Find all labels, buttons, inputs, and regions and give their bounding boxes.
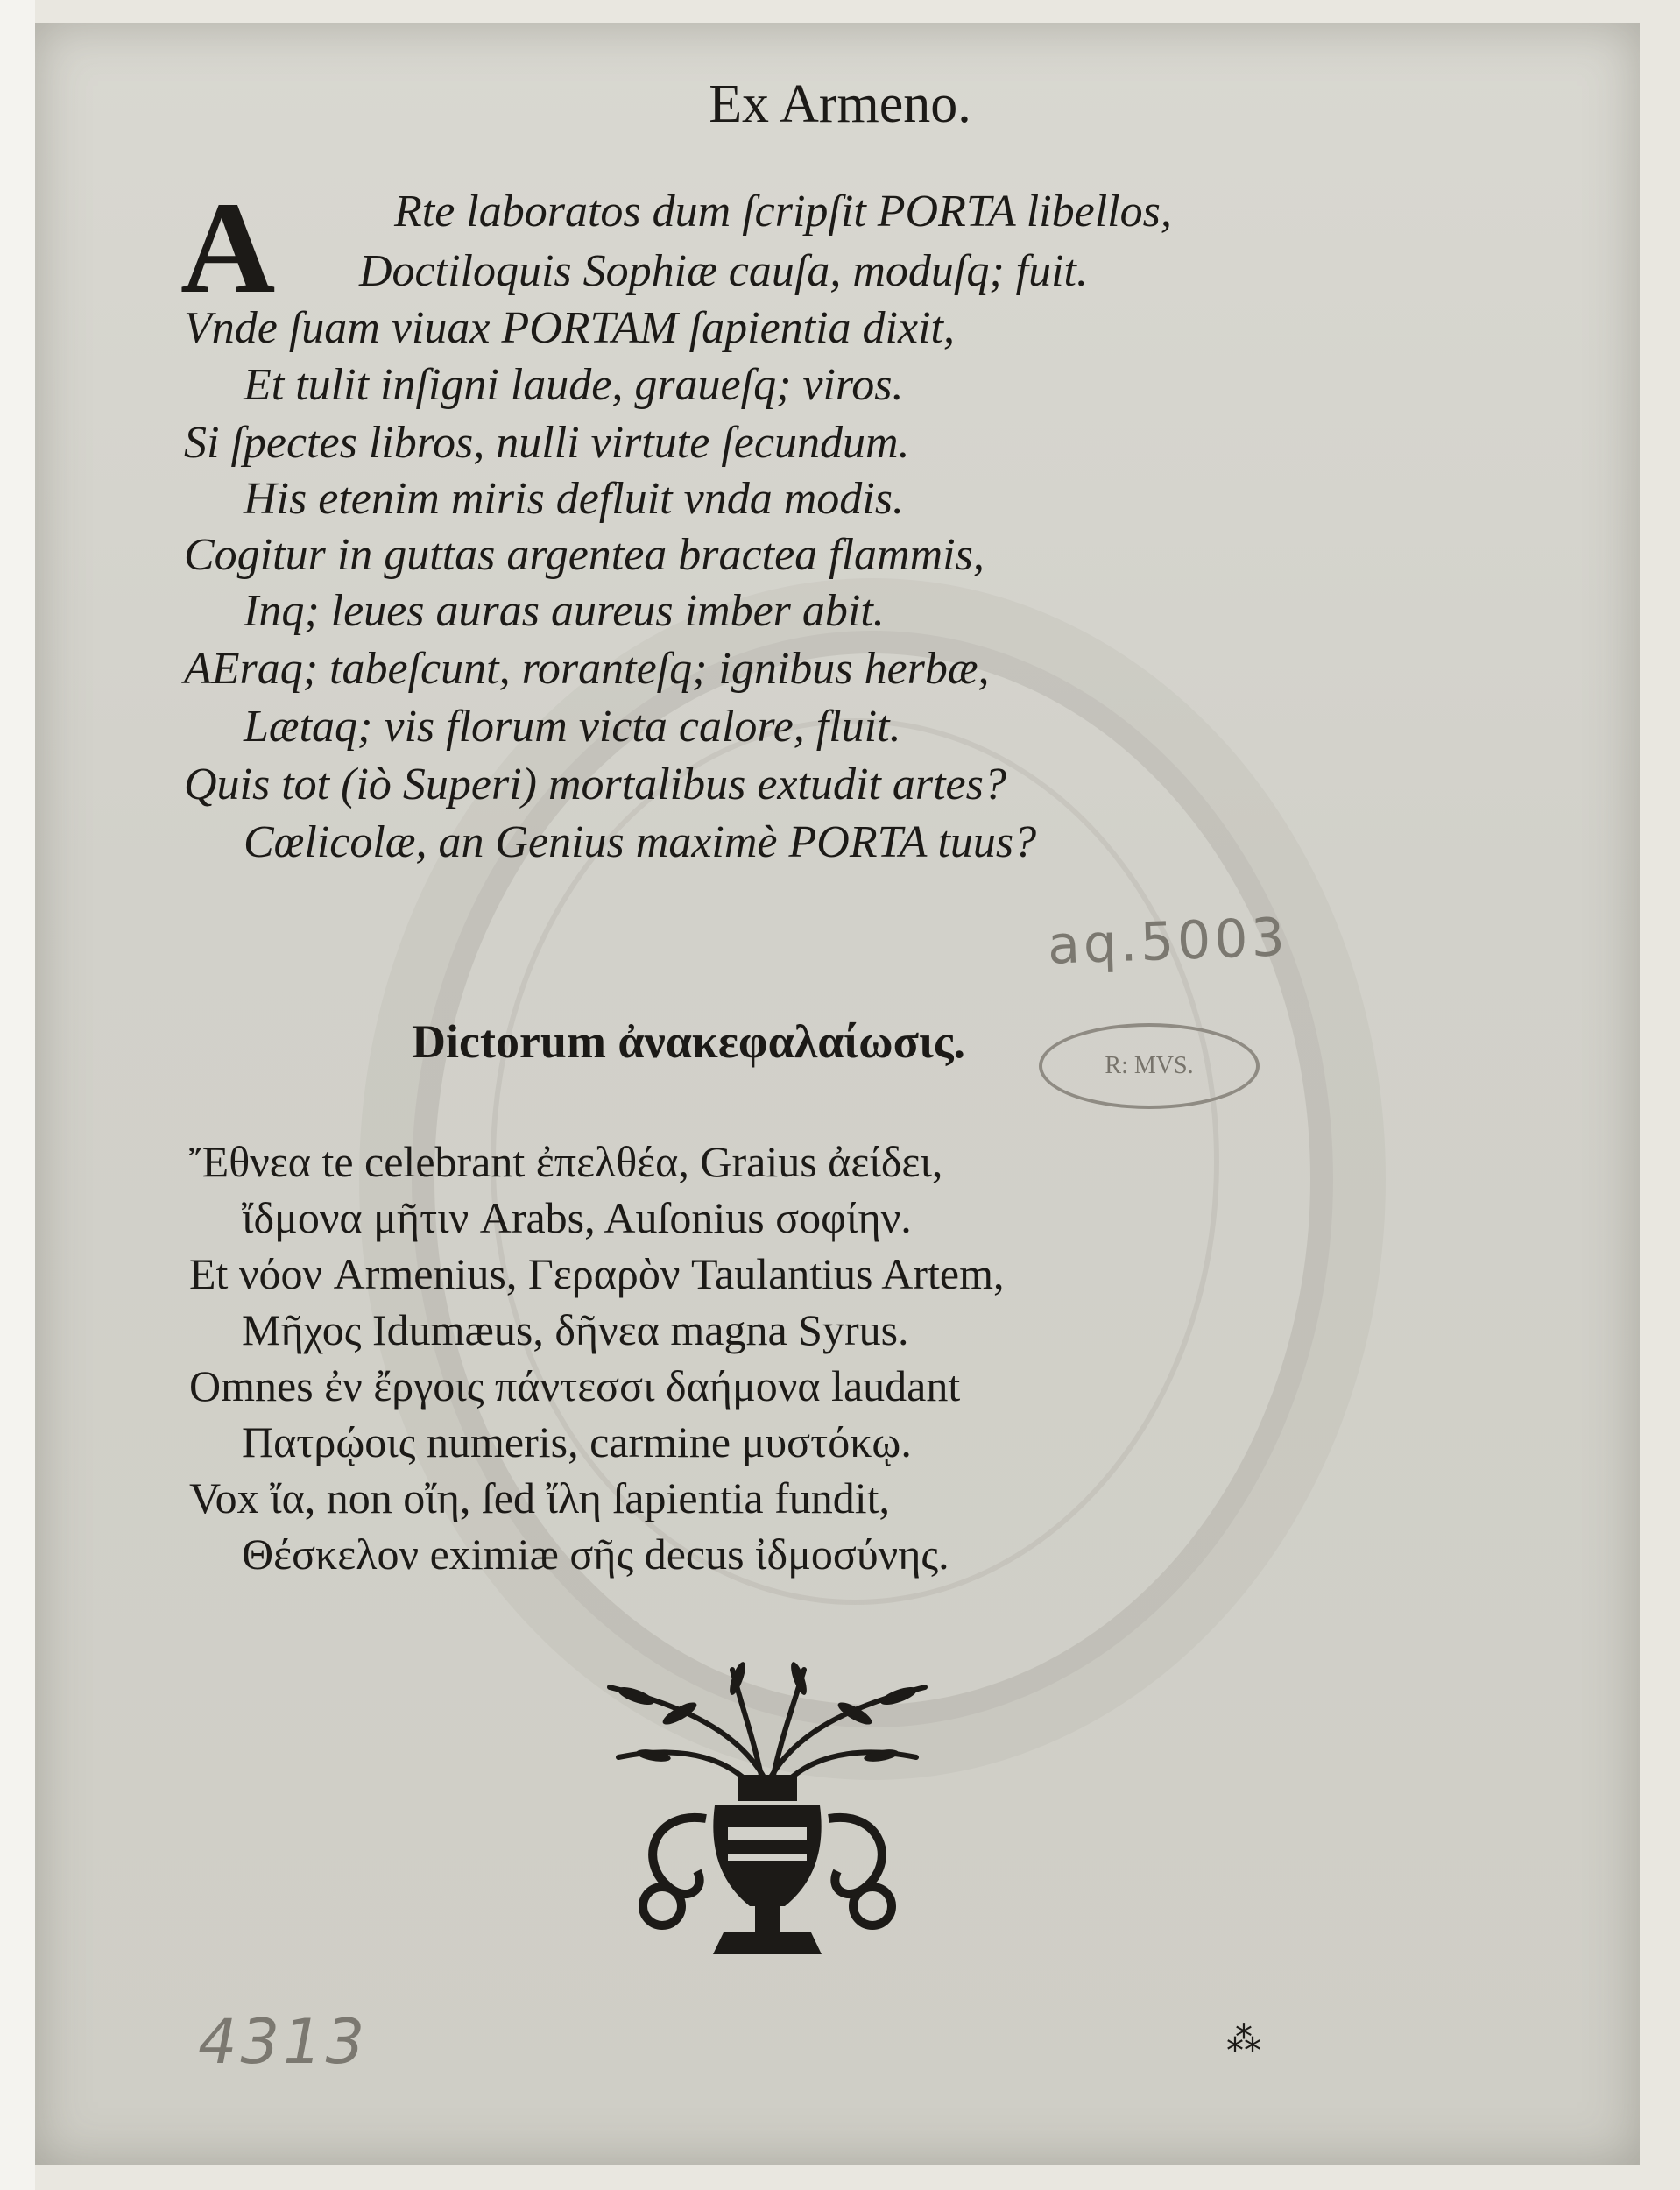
poem-line: Et tulit inſigni laude, graueſq; viros.	[244, 360, 904, 410]
epigram-line: Et νόον Armenius, Γεραρὸν Taulantius Artem,	[189, 1249, 1005, 1298]
epigram-line: ἴδμονα μῆτιν Arabs, Auſonius σοφίην.	[242, 1193, 912, 1242]
handwritten-shelfmark: aq.5003	[1046, 907, 1289, 977]
drop-cap: A	[180, 175, 276, 321]
epigram-line: Ἔθνεα te celebrant ἐπελθέα, Graius ἀείδει,	[189, 1137, 943, 1186]
handwritten-inventory-number: 4313	[198, 2006, 369, 2078]
epigram-line: Θέσκελον eximiæ σῆς decus ἰδμοσύνης.	[242, 1529, 949, 1579]
epigram-line: Μῆχος Idumæus, δῆνεα magna Syrus.	[242, 1305, 909, 1354]
epigram-line: Πατρῴοις numeris, carmine μυστόκῳ.	[242, 1417, 912, 1466]
vase-ornament-icon	[575, 1652, 960, 1967]
poem-line: Quis tot (iò Superi) mortalibus extudit artes?	[184, 759, 1006, 809]
poem-line: Si ſpectes libros, nulli virtute ſecundum.	[184, 418, 910, 468]
poem-line: Vnde ſuam viuax PORTAM ſapientia dixit,	[184, 303, 955, 353]
asterism-ornament: ⁂	[1226, 2020, 1265, 2060]
poem-line: AEraq; tabeſcunt, roranteſq; ignibus herbæ,	[184, 644, 990, 694]
poem-line: His etenim miris defluit vnda modis.	[244, 474, 904, 524]
poem-line: Doctiloquis Sophiæ cauſa, moduſq; fuit.	[359, 246, 1088, 296]
stamp-text: R: MVS.	[1105, 1052, 1194, 1079]
epigram-line: Omnes ἐν ἔργοις πάντεσσι δαήμονα laudant	[189, 1361, 961, 1410]
poem-line: Cogitur in guttas argentea bractea flammis,	[184, 530, 985, 580]
library-stamp	[1039, 1023, 1260, 1109]
poem-line: Cœlicolæ, an Genius maximè PORTA tuus?	[244, 817, 1037, 867]
section-subheading: Dictorum ἀνακεφαλαίωσις.	[412, 1015, 965, 1068]
poem-line: Rte laboratos dum ſcripſit PORTA libellos,	[394, 187, 1172, 237]
page-heading: Ex Armeno.	[709, 74, 971, 134]
page-edge	[0, 0, 35, 2190]
epigram-line: Vox ἴα, non οἴη, ſed ἴλη ſapientia fundit,	[189, 1473, 890, 1522]
poem-line: Lætaq; vis florum victa calore, fluit.	[244, 702, 901, 752]
poem-line: Inq; leues auras aureus imber abit.	[244, 586, 885, 636]
